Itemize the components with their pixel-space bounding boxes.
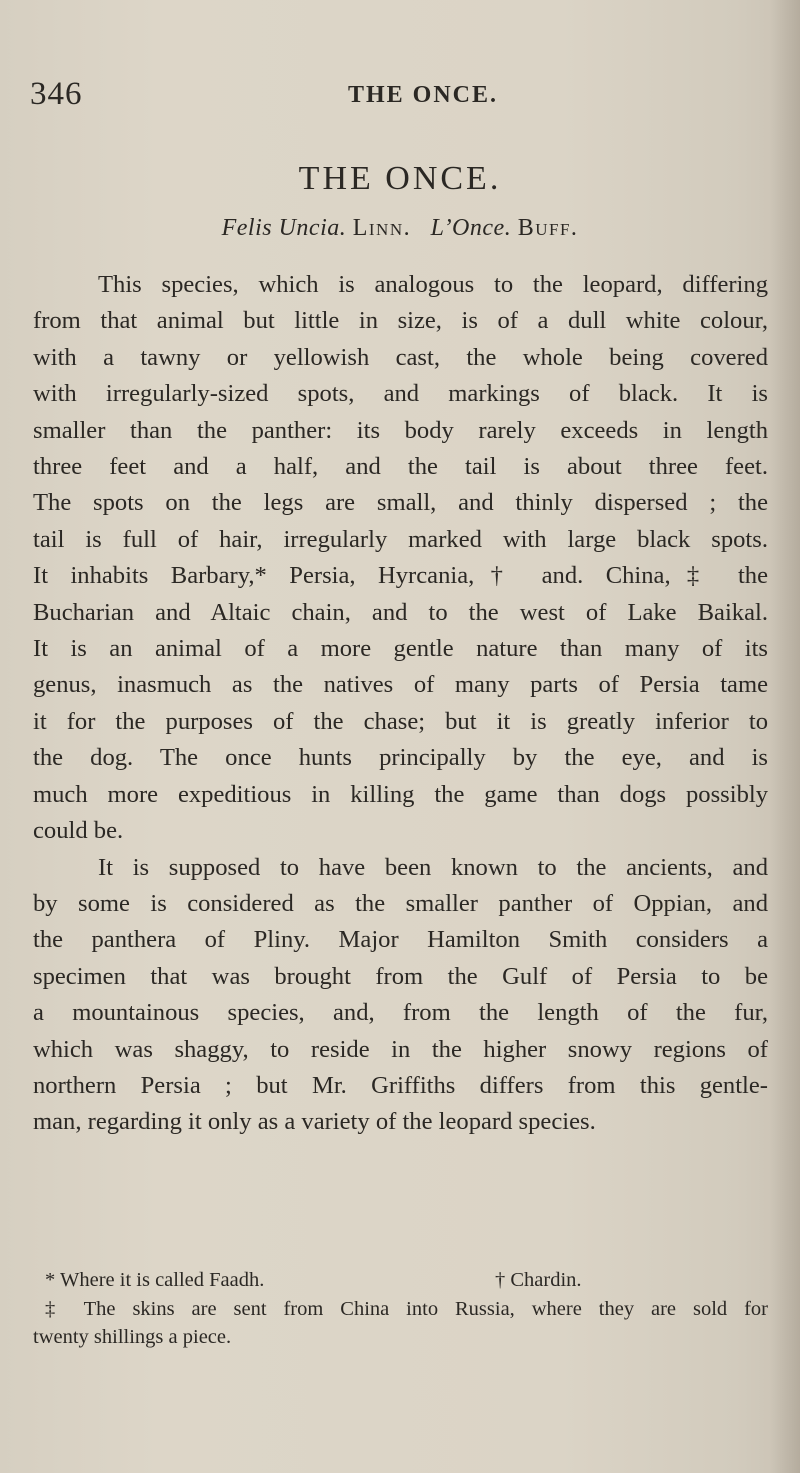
text-line: It is an animal of a more gentle nature than many of its [33, 635, 768, 663]
footnotes [33, 1266, 768, 1352]
footnote-star: * Where it is called Faadh. [45, 1269, 265, 1291]
footnote-row [33, 1266, 768, 1295]
page-number: 346 [30, 76, 83, 112]
body-text [33, 267, 768, 1141]
text-line: three feet and a half, and the tail is about three feet. [33, 453, 768, 481]
running-title: THE ONCE. [348, 82, 499, 108]
text-line: the panthera of Pliny. Major Hamilton Smith considers a [33, 926, 768, 954]
text-line: The spots on the legs are small, and thinly dispersed ; the [33, 489, 768, 517]
text-line: smaller than the panther: its body rarely exceeds in length [33, 416, 768, 444]
authority-buffon: Buff. [517, 215, 579, 241]
text-line: could be. [33, 817, 124, 845]
text-line: Bucharian and Altaic chain, and to the west of Lake Baikal. [33, 598, 768, 626]
text-line: man, regarding it only as a variety of the leopard species. [33, 1108, 596, 1136]
text-line: This species, which is analogous to the leopard, differing [98, 271, 768, 298]
text-line: It is supposed to have been known to the ancients, and [98, 853, 768, 881]
text-line: from that animal but little in size, is of a dull white colour, [33, 307, 768, 335]
footnote-double-dagger-line: ‡ The skins are sent from China into Russia, where they are sold for [45, 1297, 768, 1320]
text-line: by some is considered as the smaller panther of Oppian, and [33, 889, 768, 917]
authority-linnaeus: Linn. [352, 215, 412, 241]
text-line: a mountainous species, and, from the length of the fur, [33, 999, 768, 1027]
paragraph-1 [33, 267, 768, 850]
text-line: much more expeditious in killing the game than dogs possibly [33, 780, 768, 808]
text-line: genus, inasmuch as the natives of many parts of Persia tame [33, 671, 768, 699]
text-line: tail is full of hair, irregularly marked with large black spots. [33, 525, 768, 553]
text-line: with irregularly-sized spots, and markings of black. It is [33, 380, 768, 408]
text-line: It inhabits Barbary,* Persia, Hyrcania,† and. China,‡ the [33, 562, 768, 590]
text-line: specimen that was brought from the Gulf of Persia to be [33, 962, 768, 990]
paragraph-2 [33, 850, 768, 1141]
text-line: it for the purposes of the chase; but it is greatly inferior to [33, 707, 768, 735]
text-line: the dog. The once hunts principally by the eye, and is [33, 744, 768, 772]
section-title: THE ONCE. [298, 160, 502, 197]
french-name: L’Once. [430, 215, 512, 241]
text-line: northern Persia ; but Mr. Griffiths differs from this gentle- [33, 1071, 768, 1099]
latin-name: Felis Uncia. [221, 215, 347, 241]
text-line: which was shaggy, to reside in the higher snowy regions of [33, 1035, 768, 1063]
running-head [30, 76, 770, 116]
footnote-double-dagger-line: twenty shillings a piece. [33, 1326, 232, 1348]
footnote-dagger: † Chardin. [495, 1269, 582, 1291]
section-subtitle [0, 215, 800, 242]
text-line: with a tawny or yellowish cast, the whole being covered [33, 343, 768, 371]
